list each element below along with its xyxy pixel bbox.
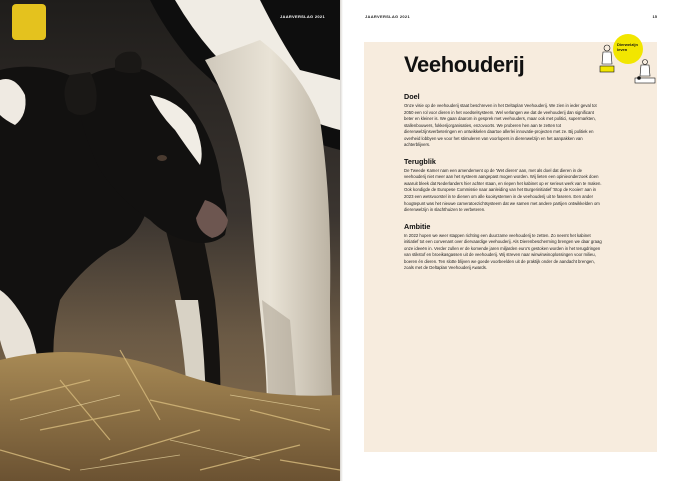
- article-content: [404, 53, 604, 280]
- text-page: [343, 0, 681, 481]
- section-heading: Doel: [404, 92, 420, 101]
- photo-page: [0, 0, 340, 481]
- section-doel: [404, 92, 604, 149]
- page-number: 15: [652, 14, 657, 19]
- section-ambitie: [404, 222, 604, 272]
- section-body: In 2022 hopen we weer stappen richting een duurzame veehouderij te zetten. Zo neemt het kabinet initiatief tot een convenant over diervaardige veehouderij. Als Dierenbescherming brengen we daar graag onze ideeën in. Verder zullen er de komende jaren miljarden euro's gestoken worden in het terugdringen van stikstof en broeikasgassen uit de veehouderij. Wij streven naar winwinwinoplossingen voor milieu, boeren én dieren. Ten slotte blijven we goede voorbeelden uit de praktijk onder de aandacht brengen, zoals met de Deltaplan Veehouderij Awards.: [404, 232, 602, 271]
- section-body: Onze visie op de veehouderij staat beschreven in het Deltaplan Veehouderij. We zien in ieder geval tot 2050 een rol voor dieren in het voedselsysteem. Wel verlangen we dat de veehouderij dan significant beter en kleiner is. We gaan daarom in gesprek met veehouders, maar ook met politici, supermarkten, stallenbouwers, fokkerijorganisaties, enzovoorts. We proberen hen aan te zetten tot dierenwelzijnsverbeteringen en ontwikkelen daartoe allerlei innovatie-projecten met ze. Bij politiek en overheid lobbyen we voor het stimuleren van voorlopers in dierenwelzijn en het aanpakken van achterblijvers.: [404, 103, 597, 148]
- section-body: De Tweede Kamer nam een amendement op de 'Wet dieren' aan, met als doel dat dieren in de veehouderij niet meer aan het systeem aangepast mogen worden. Wij lieten een opinieonderzoek doen waaruit bleek dat Nederlanders hier achter staan, en riepen het kabinet op er serieus werk van te maken. Ook kondigde de Europese Commissie naar aanleiding van het Burgerinitiatief 'Stop de Kooien' aan in 2023 een wetsvoorstel in te dienen om alle kooisystemen in de veehouderij uit te faseren. Een ander hoogtepunt was het nieuwe cameratoezichtsysteem dat we samen met andere partijen ontwikkelden om dierenwelzijn in slachthuizen te verbeteren.: [404, 167, 602, 213]
- badge-label: [617, 42, 647, 52]
- section-heading: Terugblik: [404, 156, 436, 166]
- section-terugblik: [404, 157, 604, 214]
- running-header-right: JAARVERSLAG 2021: [365, 14, 410, 19]
- theme-badge: [595, 34, 657, 86]
- page-title: Veehouderij: [404, 52, 525, 77]
- badge-line-1: Dierwelzijn: [617, 42, 638, 47]
- badge-line-2: leven: [617, 47, 628, 52]
- calf-and-cow-photo: [0, 0, 340, 481]
- section-heading: Ambitie: [404, 221, 431, 231]
- running-header-left: JAARVERSLAG 2021: [280, 14, 325, 19]
